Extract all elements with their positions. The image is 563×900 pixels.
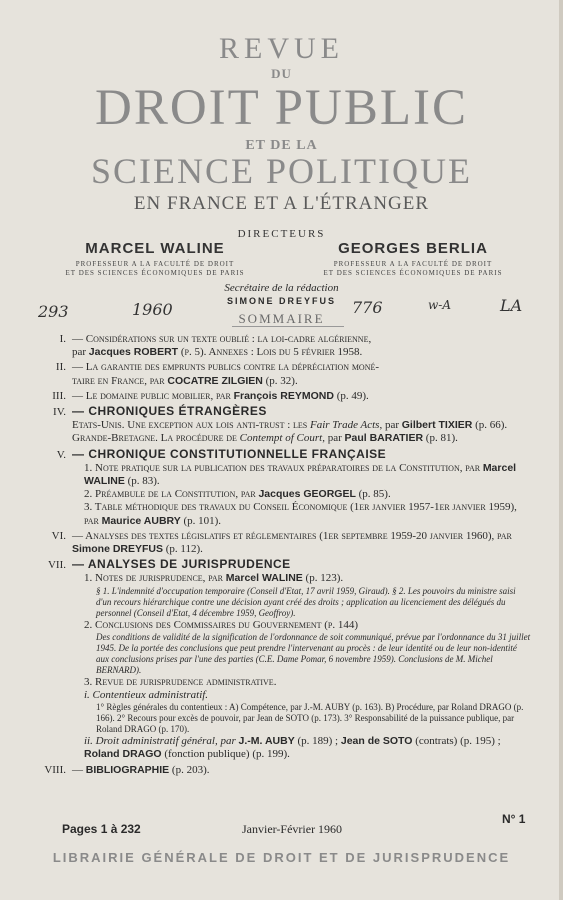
- toc-text: (fonction publique) (p. 199).: [161, 748, 290, 761]
- toc-vii-r2: [84, 735, 532, 761]
- toc-vii-1-detail: § 1. L'indemnité d'occupation temporaire (Conseil d'Etat, 17 avril 1959, Giraud). § 2. Les pouvoirs du ministre saisi d'un recours hiérarchique contre une décision ayant créé des droits ; application au licenciement des délégués du personnel (Conseil d'Etat, 4 décembre 1959, Geoffroy).: [96, 585, 516, 618]
- handwriting-b: 1960: [132, 300, 173, 319]
- toc-v-3: [84, 501, 532, 527]
- toc-italic: ii. Droit administratif général, par: [84, 735, 239, 748]
- toc-text: (p. 81).: [423, 432, 458, 445]
- toc-text: , par: [322, 432, 345, 445]
- toc-text: taire en France, par: [72, 374, 168, 387]
- masthead-droit-public: DROIT PUBLIC: [94, 80, 468, 136]
- toc-vii-2-detail: Des conditions de validité de la signification de l'ordonnance de soit communiqué, prévue par l'ordonnance du 31 juillet 1945. De la portée des conclusions que peut prendre l'intervenant au procès : de leur identité ou de leur non-identité aux conclusions prises par l'une des parties (C.E. Dame Pomar, 6 novembre 1959). Conclusions de M. Michel BERNARD).: [96, 631, 531, 675]
- toc-author: COCATRE ZILGIEN: [167, 374, 263, 387]
- toc-item-vii: [47, 557, 532, 761]
- toc-italic: Fair Trade Acts: [309, 419, 380, 432]
- director-left: [60, 240, 250, 278]
- toc-num: I.: [59, 333, 66, 345]
- toc-item-ii: [55, 361, 532, 387]
- toc-text: — Le domaine public mobilier, par: [72, 389, 234, 402]
- toc-text: (p. 32).: [262, 374, 298, 387]
- toc-text: (p. 123).: [302, 572, 344, 585]
- footer-number: N° 1: [502, 812, 526, 826]
- toc-text: — Analyses des textes législatifs et réglementaires (1er septembre 1959-20 janvier 1960), par: [72, 529, 512, 542]
- sommaire-rule: [232, 326, 344, 327]
- toc-heading: — ANALYSES DE JURISPRUDENCE: [72, 557, 291, 572]
- toc-num: VII.: [47, 559, 66, 572]
- toc-num: VI.: [51, 529, 66, 542]
- toc-text: (p. 203).: [169, 763, 210, 776]
- secretary-name: SIMONE DREYFUS: [226, 296, 336, 306]
- toc-author: Marcel WALINE: [225, 572, 303, 585]
- masthead-france: EN FRANCE ET A L'ÉTRANGER: [133, 193, 430, 214]
- toc-text: (p. 5). Annexes : Lois du 5 février 1958.: [178, 346, 363, 359]
- toc-text: (p. 189) ;: [294, 735, 341, 748]
- director-left-name: MARCEL WALINE: [85, 240, 225, 257]
- masthead-du: DU: [271, 66, 292, 81]
- toc-num: VIII.: [44, 763, 66, 776]
- toc-heading: — CHRONIQUE CONSTITUTIONNELLE FRANÇAISE: [72, 446, 387, 461]
- table-of-contents: [44, 333, 532, 779]
- toc-text: —: [72, 763, 86, 776]
- toc-vii-r1: i. Contentieux administratif.: [84, 689, 209, 702]
- toc-text: par: [72, 346, 89, 359]
- toc-text: 1. Note pratique sur la publication des travaux préparatoires de la Constitution, par: [84, 461, 483, 474]
- toc-num: II.: [55, 361, 66, 374]
- toc-author: Marcel WALINE: [84, 461, 517, 488]
- toc-text: 2. Préambule de la Constitution, par: [84, 488, 259, 501]
- toc-author: Jean de SOTO: [340, 735, 413, 748]
- handwriting-e: LA: [500, 296, 523, 315]
- toc-text: , par: [379, 419, 402, 432]
- toc-text: (p. 49).: [333, 389, 369, 402]
- handwriting-c: 776: [352, 298, 383, 317]
- toc-num: III.: [52, 389, 66, 402]
- toc-text: — Considérations sur un texte oublié : la loi-cadre algérienne,: [72, 333, 372, 345]
- masthead-et-de-la: ET DE LA: [245, 138, 318, 153]
- directors-heading: DIRECTEURS: [237, 228, 326, 240]
- toc-item-viii: [44, 763, 532, 777]
- toc-vii-r1-detail: 1° Règles générales du contentieux : A) Compétence, par J.-M. AUBY (p. 163). B) Procédure, par Roland DRAGO (p. 166). 2° Recours pour excès de pouvoir, par Jean de SOTO (p. 173). 3° Responsabilité de la puissance publique, par Roland DRAGO (p. 170).: [96, 702, 524, 735]
- toc-italic: Contempt of Court: [239, 432, 323, 445]
- toc-text: Grande-Bretagne. La procédure de: [72, 432, 240, 445]
- toc-item-v: [56, 446, 532, 528]
- secretary-label: Secrétaire de la rédaction: [224, 282, 339, 294]
- toc-text: Etats-Unis. Une exception aux lois anti-trust : les: [72, 419, 310, 432]
- toc-item-iv: [53, 404, 532, 446]
- toc-item-i: [59, 333, 532, 359]
- sommaire-heading: SOMMAIRE: [238, 311, 325, 326]
- toc-vii-3: 3. Revue de jurisprudence administrative.: [84, 675, 277, 688]
- toc-vii-1: [84, 572, 532, 585]
- toc-num: V.: [56, 448, 66, 461]
- director-right-name: GEORGES BERLIA: [338, 240, 488, 257]
- toc-num: IV.: [53, 406, 66, 419]
- toc-item-vi: [51, 529, 532, 556]
- toc-author: Gilbert TIXIER: [401, 419, 473, 432]
- toc-author: François REYMOND: [233, 389, 334, 402]
- toc-author: Maurice AUBRY: [101, 514, 181, 527]
- masthead-science-politique: SCIENCE POLITIQUE: [91, 151, 472, 191]
- toc-vii-2: 2. Conclusions des Commissaires du Gouvernement (p. 144): [84, 618, 359, 631]
- director-right-role2: ET DES SCIENCES ÉCONOMIQUES DE PARIS: [323, 269, 503, 277]
- toc-text: (contrats) (p. 195) ;: [412, 735, 501, 748]
- toc-author: Paul BARATIER: [344, 432, 424, 445]
- toc-author: Roland DRAGO: [84, 748, 162, 761]
- toc-item-iii: [52, 389, 532, 403]
- toc-author: Simone DREYFUS: [72, 543, 164, 556]
- toc-author: Jacques ROBERT: [88, 346, 179, 359]
- toc-iv-b: [72, 432, 532, 445]
- toc-text: 3. Table méthodique des travaux du Conseil Économique (1er janvier 1957-1er janvier 1959), par: [84, 501, 517, 527]
- director-right-role1: PROFESSEUR A LA FACULTÉ DE DROIT: [333, 260, 493, 268]
- toc-text: (p. 83).: [124, 475, 160, 488]
- toc-heading: BIBLIOGRAPHIE: [85, 763, 170, 776]
- toc-text: (p. 112).: [163, 543, 203, 556]
- toc-iv-a: [72, 419, 532, 432]
- handwriting-d: w-A: [428, 298, 451, 312]
- toc-author: Jacques GEORGEL: [258, 488, 356, 501]
- toc-heading: — CHRONIQUES ÉTRANGÈRES: [72, 404, 267, 419]
- toc-author: J.-M. AUBY: [238, 735, 295, 748]
- footer-date: Janvier-Février 1960: [242, 822, 343, 836]
- toc-v-1: [84, 462, 532, 488]
- handwriting-a: 293: [38, 302, 69, 321]
- footer-pages: Pages 1 à 232: [62, 822, 141, 836]
- publisher: LIBRAIRIE GÉNÉRALE DE DROIT ET DE JURISPRUDENCE: [52, 850, 511, 865]
- masthead-revue: REVUE: [219, 32, 344, 65]
- toc-text: — La garantie des emprunts publics contre la dépréciation moné-: [72, 361, 380, 374]
- toc-text: (p. 85).: [355, 488, 391, 501]
- toc-text: (p. 66).: [472, 419, 508, 432]
- toc-v-2: [84, 488, 532, 501]
- director-left-role1: PROFESSEUR A LA FACULTÉ DE DROIT: [75, 260, 235, 268]
- toc-text: 1. Notes de jurisprudence, par: [84, 572, 226, 585]
- director-right: [318, 240, 508, 278]
- toc-text: (p. 101).: [180, 514, 222, 527]
- director-left-role2: ET DES SCIENCES ÉCONOMIQUES DE PARIS: [65, 269, 245, 277]
